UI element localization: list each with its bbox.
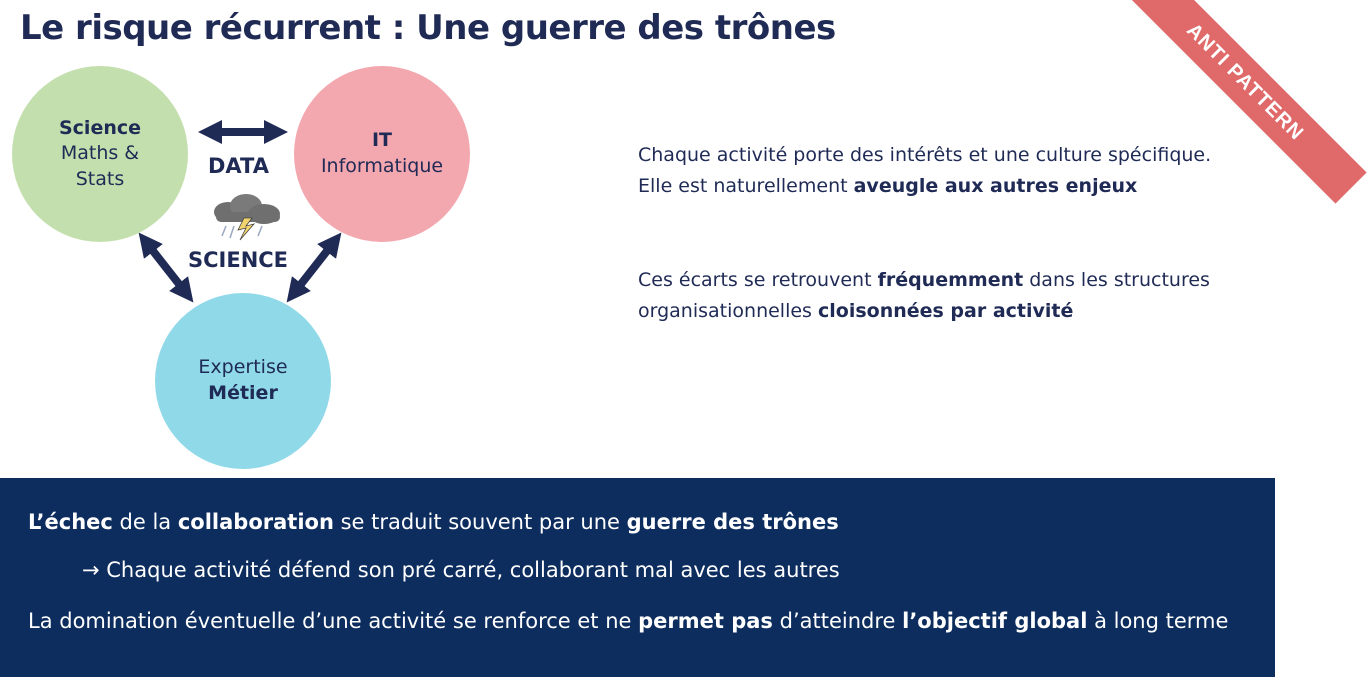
it-metier-arrow <box>294 242 334 293</box>
it-circle <box>294 66 470 242</box>
l3-bold-b: l’objectif global <box>902 609 1088 633</box>
data-label: DATA <box>208 154 270 178</box>
slide-title: Le risque récurrent : Une guerre des trônes <box>20 8 836 48</box>
l1-bold-c: guerre des trônes <box>626 510 839 534</box>
science-metier-arrow <box>146 242 186 293</box>
para1-bold: aveugle aux autres enjeux <box>853 175 1138 197</box>
l1-text-a: de la <box>112 510 178 534</box>
ribbon-label: ANTI PATTERN <box>1123 0 1366 204</box>
science-circle <box>12 66 188 242</box>
l3-text-c: à long terme <box>1087 609 1229 633</box>
conclusion-line-1 <box>28 510 839 534</box>
para1-text: Chaque activité porte des intérêts et une culture spécifique. Elle est naturellement <box>638 144 1212 197</box>
science-label: SCIENCE <box>188 248 289 272</box>
it-line2: Informatique <box>320 155 444 177</box>
it-title: IT <box>371 129 393 152</box>
l1-bold-b: collaboration <box>177 510 334 534</box>
paragraph-culture <box>638 140 1238 202</box>
science-line2: Maths & <box>60 142 140 165</box>
l3-bold-a: permet pas <box>638 609 773 633</box>
l1-bold-a: L’échec <box>28 510 113 534</box>
para2-bold-b: cloisonnées par activité <box>817 300 1074 322</box>
science-line3: Stats <box>75 167 125 190</box>
conclusion-line-2: → Chaque activité défend son pré carré, collaborant mal avec les autres <box>82 558 840 582</box>
para2-text-b: dans les structures organisationnelles <box>638 269 1210 322</box>
para2-bold-a: fréquemment <box>877 269 1024 291</box>
metier-line1: Expertise <box>198 356 288 379</box>
l3-text-b: d’atteindre <box>772 609 903 633</box>
science-title: Science <box>58 116 142 139</box>
conclusion-band <box>0 478 1275 677</box>
metier-title: Métier <box>208 382 278 404</box>
paragraph-ecarts <box>638 265 1238 327</box>
l3-text-a: La domination éventuelle d’une activité se renforce et ne <box>28 609 639 633</box>
para2-text-a: Ces écarts se retrouvent <box>638 269 878 291</box>
metier-circle <box>155 293 331 469</box>
l1-text-b: se traduit souvent par une <box>333 510 627 534</box>
conclusion-line-3 <box>28 606 1238 637</box>
storm-cloud-icon <box>214 194 280 240</box>
